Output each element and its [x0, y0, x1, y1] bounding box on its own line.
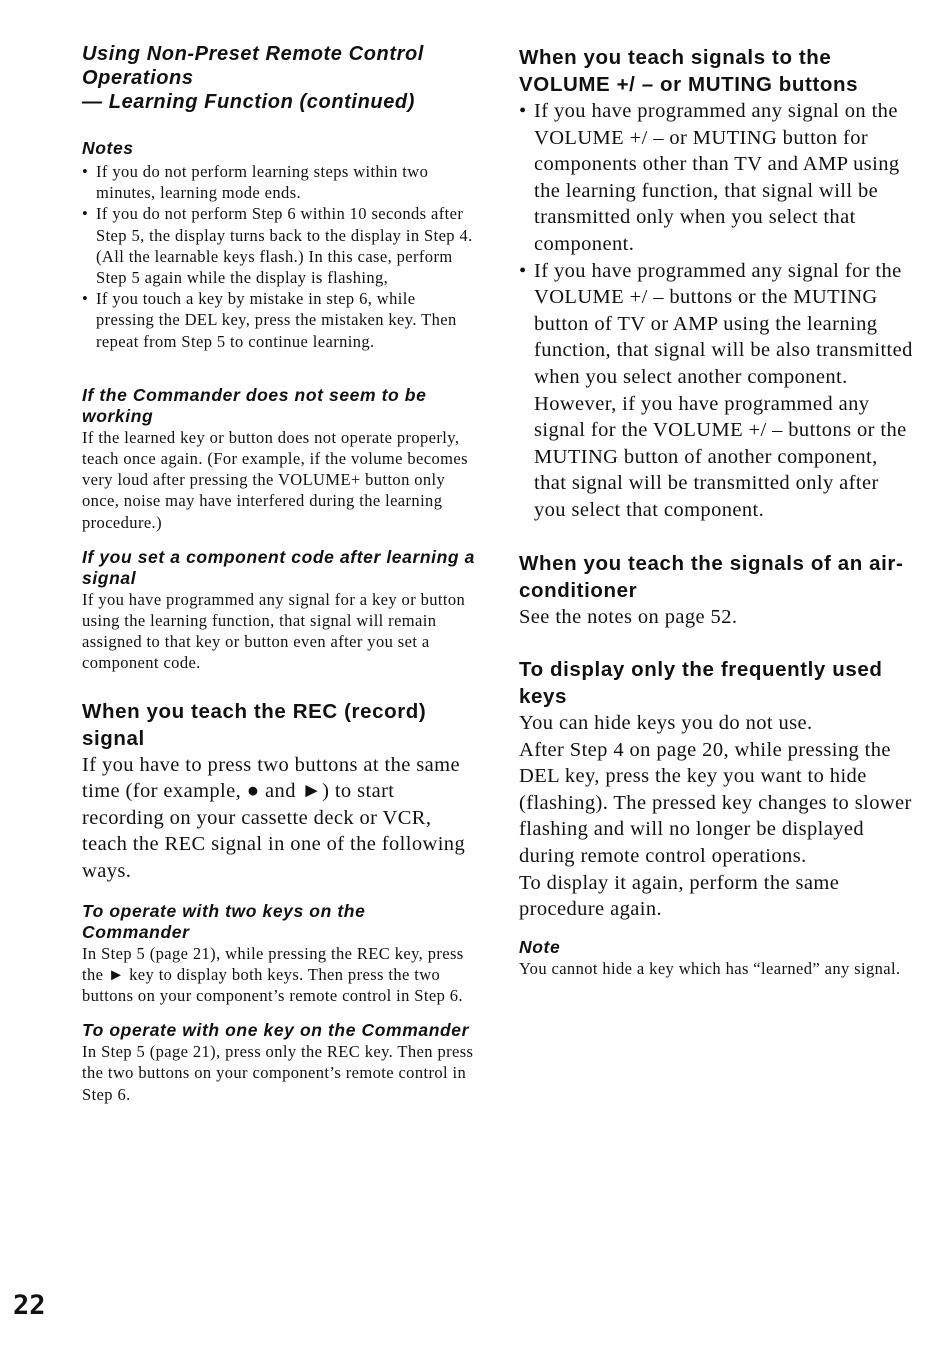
two-keys-body: In Step 5 (page 21), while pressing the REC key, press the ► key to display both keys. Then press the two buttons on your component’s remote control in Step 6.: [82, 943, 464, 1006]
rec-body: If you have to press two buttons at the same time (for example, ● and ►) to start recording on your cassette deck or VCR, teach the REC signal in one of the following ways.: [82, 753, 466, 883]
note-body: You cannot hide a key which has “learned” any signal.: [519, 958, 901, 978]
display-p1: You can hide keys you do not use.: [519, 712, 813, 735]
aircon-body: See the notes on page 52.: [519, 605, 738, 628]
list-item: • If you have programmed any signal on the VOLUME +/ – or MUTING button for components other than TV and AMP using the learning function, that signal will be transmitted only when you select that component.: [519, 98, 914, 258]
one-key-body: In Step 5 (page 21), press only the REC key. Then press the two buttons on your component’s remote control in Step 6.: [82, 1042, 474, 1104]
one-key-heading: To operate with one key on the Commander: [82, 1020, 470, 1041]
not-working-heading: If the Commander does not seem to be working: [82, 384, 427, 426]
display-heading: To display only the frequently used keys: [519, 658, 883, 709]
note-heading: Note: [519, 936, 561, 957]
component-code-heading: If you set a component code after learning a signal: [82, 546, 476, 588]
notes-heading: Notes: [82, 138, 134, 158]
not-working-body: If the learned key or button does not operate properly, teach once again. (For example, if the volume becomes very loud after pressing the VOLUME+ button only once, noise may have interfered during the learning procedure.): [82, 427, 468, 532]
play-arrow-icon: ►: [107, 964, 125, 984]
notes-list: [82, 161, 477, 352]
rec-heading: When you teach the REC (record) signal: [82, 699, 427, 750]
display-p2: After Step 4 on page 20, while pressing the DEL key, press the key you want to hide (flashing). The pressed key changes to slower flashing and will no longer be displayed during remote control operations.: [519, 738, 912, 868]
play-arrow-icon: ►: [301, 780, 323, 803]
list-item: • If you touch a key by mistake in step 6, while pressing the DEL key, press the mistaken key. Then repeat from Step 5 to continue learning.: [82, 288, 477, 352]
right-column: [519, 42, 914, 979]
display-p3: To display it again, perform the same procedure again.: [519, 871, 840, 921]
list-item: • If you do not perform learning steps within two minutes, learning mode ends.: [82, 161, 477, 203]
list-item: • If you do not perform Step 6 within 10 seconds after Step 5, the display turns back to the display in Step 4. (All the learnable keys flash.) In this case, perform Step 5 again while the display is flashing,: [82, 203, 477, 288]
list-item: • If you have programmed any signal for the VOLUME +/ – buttons or the MUTING button of TV or AMP using the learning function, that signal will be also transmitted when you select another component. However, if you have programmed any signal for the VOLUME +/ – buttons or the MUTING button of another component, that signal will be transmitted only after you select that component.: [519, 258, 914, 524]
record-circle-icon: ●: [246, 780, 260, 803]
two-keys-heading: To operate with two keys on the Commander: [82, 900, 366, 942]
volume-heading: When you teach signals to the VOLUME +/ – or MUTING buttons: [519, 46, 859, 96]
page-number: 22: [13, 1290, 46, 1321]
chapter-heading: Using Non-Preset Remote Control Operations — Learning Function (continued): [82, 43, 424, 113]
aircon-heading: When you teach the signals of an air-conditioner: [519, 551, 904, 602]
component-code-body: If you have programmed any signal for a key or button using the learning function, that signal will remain assigned to that key or button even after you set a component code.: [82, 589, 466, 673]
left-column: [82, 42, 477, 1105]
volume-list: [519, 98, 914, 524]
